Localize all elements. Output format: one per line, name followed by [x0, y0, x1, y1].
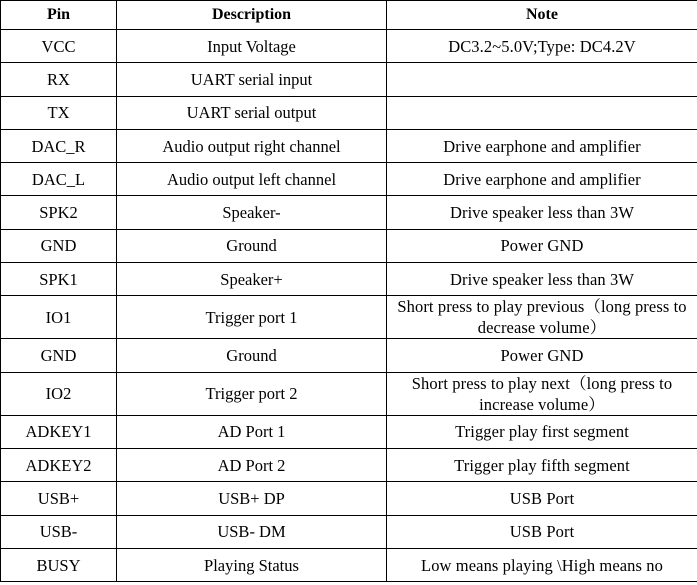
pin-cell: TX	[1, 96, 117, 129]
description-cell: UART serial input	[117, 63, 387, 96]
pin-cell: SPK2	[1, 196, 117, 229]
pin-cell: BUSY	[1, 548, 117, 581]
note-cell: Power GND	[387, 339, 697, 372]
description-cell: Speaker-	[117, 196, 387, 229]
table-row	[1, 163, 697, 196]
table-row	[1, 129, 697, 162]
description-cell: USB- DM	[117, 515, 387, 548]
table-row	[1, 372, 697, 415]
note-cell: Drive earphone and amplifier	[387, 129, 697, 162]
table-row	[1, 263, 697, 296]
header-note: Note	[387, 1, 697, 30]
pin-cell: DAC_R	[1, 129, 117, 162]
description-cell: Audio output right channel	[117, 129, 387, 162]
note-cell: Drive speaker less than 3W	[387, 196, 697, 229]
pin-cell: GND	[1, 339, 117, 372]
description-cell: Audio output left channel	[117, 163, 387, 196]
description-cell: Playing Status	[117, 548, 387, 581]
description-cell: Ground	[117, 229, 387, 262]
pin-cell: USB+	[1, 482, 117, 515]
note-cell: Low means playing \High means no	[387, 548, 697, 581]
note-cell: USB Port	[387, 515, 697, 548]
table-row	[1, 196, 697, 229]
note-cell: Drive speaker less than 3W	[387, 263, 697, 296]
table-row	[1, 482, 697, 515]
table-row	[1, 339, 697, 372]
note-cell: Short press to play next（long press to increase volume）	[387, 372, 697, 415]
table-row	[1, 229, 697, 262]
note-cell: Drive earphone and amplifier	[387, 163, 697, 196]
description-cell: AD Port 2	[117, 448, 387, 481]
table-row	[1, 96, 697, 129]
table-row	[1, 448, 697, 481]
note-cell: DC3.2~5.0V;Type: DC4.2V	[387, 30, 697, 63]
note-cell: Short press to play previous（long press to decrease volume）	[387, 296, 697, 339]
description-cell: AD Port 1	[117, 415, 387, 448]
header-pin: Pin	[1, 1, 117, 30]
pin-cell: IO2	[1, 372, 117, 415]
pin-cell: USB-	[1, 515, 117, 548]
pin-cell: SPK1	[1, 263, 117, 296]
pin-cell: GND	[1, 229, 117, 262]
description-cell: Input Voltage	[117, 30, 387, 63]
table-row	[1, 415, 697, 448]
note-cell	[387, 96, 697, 129]
note-cell: Power GND	[387, 229, 697, 262]
note-cell	[387, 63, 697, 96]
pin-cell: ADKEY1	[1, 415, 117, 448]
note-cell: Trigger play fifth segment	[387, 448, 697, 481]
header-row	[1, 1, 697, 30]
description-cell: Trigger port 2	[117, 372, 387, 415]
table-row	[1, 548, 697, 581]
pin-cell: VCC	[1, 30, 117, 63]
table-row	[1, 515, 697, 548]
description-cell: UART serial output	[117, 96, 387, 129]
note-cell: Trigger play first segment	[387, 415, 697, 448]
description-cell: USB+ DP	[117, 482, 387, 515]
note-cell: USB Port	[387, 482, 697, 515]
pin-cell: IO1	[1, 296, 117, 339]
description-cell: Ground	[117, 339, 387, 372]
description-cell: Speaker+	[117, 263, 387, 296]
pin-cell: RX	[1, 63, 117, 96]
table-row	[1, 296, 697, 339]
header-description: Description	[117, 1, 387, 30]
table-row	[1, 63, 697, 96]
table-body	[1, 30, 697, 582]
pin-cell: DAC_L	[1, 163, 117, 196]
table-row	[1, 30, 697, 63]
description-cell: Trigger port 1	[117, 296, 387, 339]
pin-cell: ADKEY2	[1, 448, 117, 481]
